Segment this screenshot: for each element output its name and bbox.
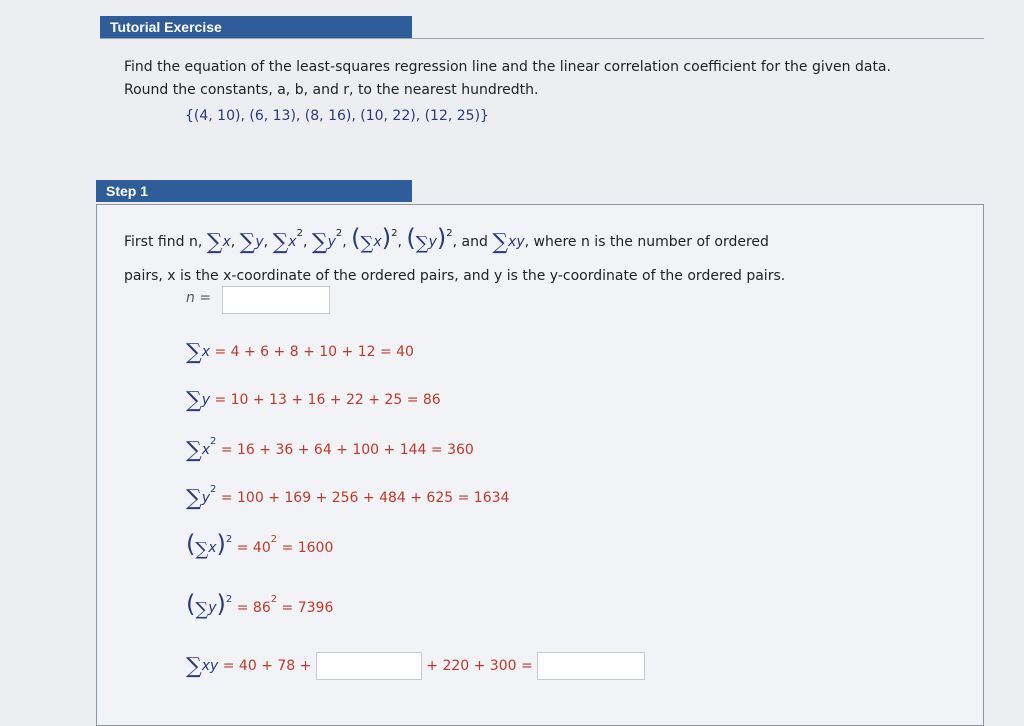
problem-line-1: Find the equation of the least-squares regression line and the linear correlation coefficient for the given data. (124, 59, 891, 75)
step-1-tab: Step 1 (96, 180, 412, 202)
sigma-icon: ∑ (206, 230, 223, 255)
sigma-icon: ∑ (360, 233, 374, 254)
sigma-icon: ∑ (186, 388, 202, 413)
sum-x2-row: $\sum x^2 = 16 + 36 + 64 + 100 + 144 = 360$ (186, 436, 474, 463)
square-sum-x-row: $(\sum x)^2 = 40^2 = 1600$ (186, 530, 334, 560)
header-rule (100, 38, 984, 39)
sum-x-row (186, 340, 414, 365)
square-sum-y-result: = 7396 (277, 600, 334, 616)
sigma-icon: ∑ (239, 230, 256, 255)
sigma-icon: ∑ (272, 230, 289, 255)
n-input[interactable] (222, 286, 330, 314)
square-sum-y-value: = 86 (232, 600, 271, 616)
sum-y2-row: $\sum y^2 = 100 + 169 + 256 + 484 + 625 = 1634$ (186, 484, 510, 511)
sigma-icon: ∑ (492, 230, 509, 255)
sigma-icon: ∑ (195, 539, 209, 560)
intro-and: , and (452, 234, 488, 250)
square-sum-y-row: $(\sum y)^2 = 86^2 = 7396$ (186, 590, 334, 620)
sigma-icon: ∑ (186, 340, 202, 365)
sum-y2-value: = 100 + 169 + 256 + 484 + 625 = 1634 (216, 490, 510, 506)
sum-xy-var: xy (201, 658, 219, 674)
sigma-icon: ∑ (186, 438, 202, 463)
sum-y-row (186, 388, 441, 413)
sum-x-value: = 4 + 6 + 8 + 10 + 12 = 40 (210, 344, 414, 360)
sum-y-value: = 10 + 13 + 16 + 22 + 25 = 86 (210, 392, 441, 408)
problem-line-2: Round the constants, a, b, and r, to the nearest hundredth. (124, 82, 539, 98)
sigma-icon: ∑ (195, 599, 209, 620)
square-sum-x-result: = 1600 (277, 540, 334, 556)
n-label: n = (186, 290, 212, 306)
step-intro (124, 218, 785, 292)
sum-y2-var: y (201, 490, 211, 506)
intro-line-1: First find n, ∑x, ∑y, $\sum x^2$, $\sum y^2$, $(\sum x)^2$, $(\sum y)^2$, and ∑xy, where n is the number of ordered (124, 224, 769, 255)
sum-x-var: x (201, 344, 211, 360)
sigma-icon: ∑ (186, 486, 202, 511)
sum-xy-part-1: = 40 + 78 + (218, 658, 316, 674)
sum-x2-var: x (201, 442, 211, 458)
problem-dataset: {(4, 10), (6, 13), (8, 16), (10, 22), (12, 25)} (185, 108, 489, 124)
sigma-icon: ∑ (415, 233, 429, 254)
tutorial-exercise-tab: Tutorial Exercise (100, 16, 412, 38)
sum-xy-part-2: + 220 + 300 = (421, 658, 538, 674)
sigma-icon: ∑ (186, 654, 202, 679)
sum-xy-row (186, 652, 645, 680)
sum-xy-result-input[interactable] (537, 652, 645, 680)
intro-suffix: where n is the number of ordered (533, 234, 769, 250)
sum-x2-value: = 16 + 36 + 64 + 100 + 144 = 360 (216, 442, 474, 458)
sum-y-var: y (201, 392, 211, 408)
intro-line-2: pairs, x is the x-coordinate of the ordered pairs, and y is the y-coordinate of the ordered pairs. (124, 268, 786, 284)
sigma-icon: ∑ (311, 230, 328, 255)
sum-xy-blank-input[interactable] (316, 652, 422, 680)
square-sum-x-value: = 40 (232, 540, 271, 556)
intro-prefix: First find n, (124, 234, 203, 250)
problem-prompt (124, 56, 891, 102)
